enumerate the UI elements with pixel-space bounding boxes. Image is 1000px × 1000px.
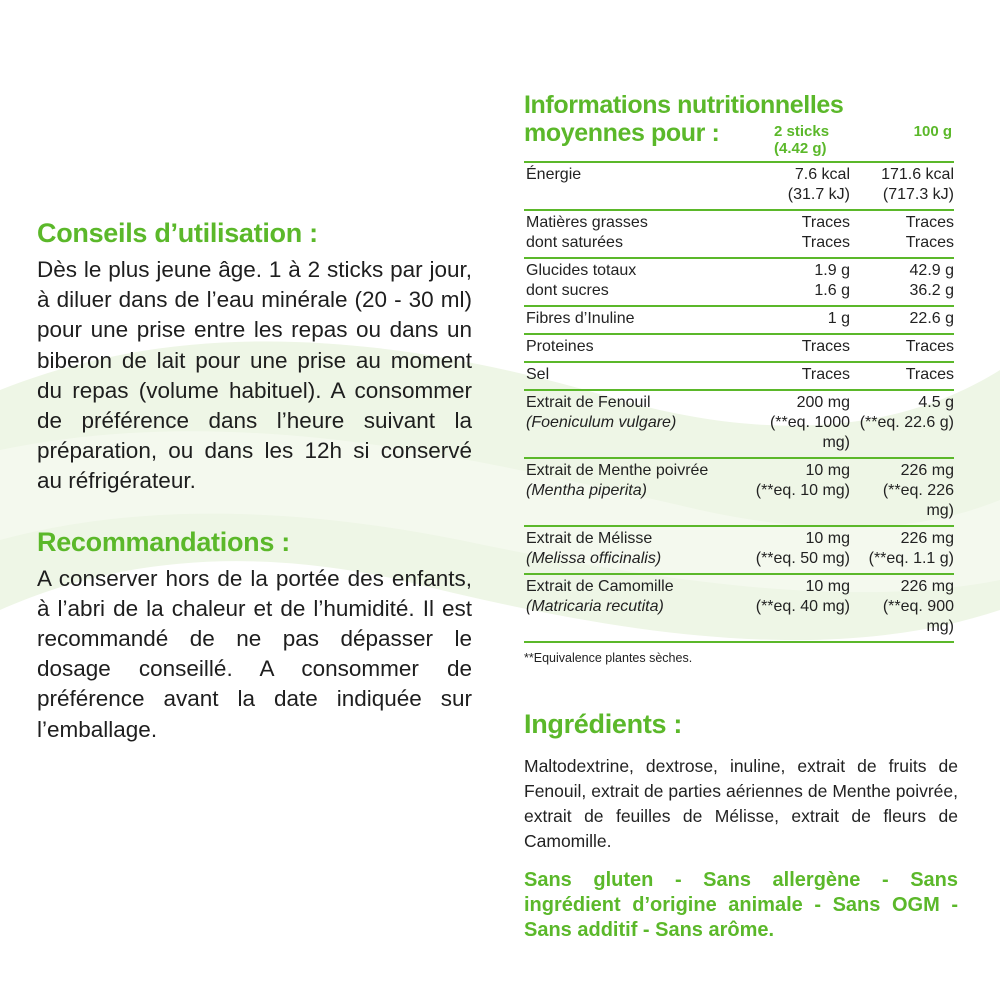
nutrition-subtitle: moyennes pour : (524, 119, 720, 147)
value-per-100g-line1: 22.6 g (909, 310, 954, 327)
ingredients-claims: Sans gluten - Sans allergène - Sans ingrédient d’origine animale - Sans OGM - Sans additif - Sans arôme. (524, 869, 958, 941)
left-column (37, 218, 472, 745)
nutrient-name-line2: (Mentha piperita) (526, 482, 647, 499)
table-row (524, 334, 954, 362)
nutrient-name-line1: Glucides totaux (526, 262, 637, 279)
nutrient-name-line2: dont sucres (526, 282, 609, 299)
ingredients-text: Maltodextrine, dextrose, inuline, extrait de fruits de Fenouil, extrait de parties aériennes de Menthe poivrée, extrait de feuilles de Mélisse, extrait de fleurs de Camomille. (524, 756, 958, 851)
nutrient-name-line2: (Melissa officinalis) (526, 550, 662, 567)
value-per-100g-line2: (**eq. 226 mg) (882, 482, 954, 519)
value-per-2-sticks-line1: Traces (801, 366, 850, 383)
value-per-100g-line1: 4.5 g (918, 394, 954, 411)
table-row (524, 458, 954, 526)
value-per-2-sticks-line2: (**eq. 40 mg) (755, 598, 850, 615)
table-row (524, 258, 954, 306)
table-row (524, 210, 954, 258)
nutrient-name-line2: dont saturées (526, 234, 623, 251)
value-per-100g-line1: Traces (905, 366, 954, 383)
nutrient-name-line1: Extrait de Menthe poivrée (526, 462, 709, 479)
value-per-100g (854, 526, 954, 574)
value-per-2-sticks (755, 306, 854, 334)
value-per-100g (854, 458, 954, 526)
nutrient-name (524, 526, 755, 574)
value-per-100g-line2: (**eq. 900 mg) (882, 598, 954, 635)
value-per-100g-line1: 226 mg (900, 462, 954, 479)
value-per-100g (854, 306, 954, 334)
nutrient-name-line1: Sel (526, 366, 550, 383)
value-per-100g-line2: (717.3 kJ) (882, 186, 954, 203)
value-per-100g (854, 334, 954, 362)
nutrition-table (524, 161, 954, 643)
value-per-2-sticks-line1: 1 g (827, 310, 850, 327)
value-per-2-sticks (755, 258, 854, 306)
table-row (524, 390, 954, 458)
table-row (524, 574, 954, 642)
value-per-2-sticks-line1: 10 mg (805, 462, 850, 479)
value-per-100g-line2: Traces (905, 234, 954, 251)
right-column (524, 92, 958, 943)
value-per-100g (854, 362, 954, 390)
value-per-100g-line1: 226 mg (900, 578, 954, 595)
value-per-2-sticks (755, 210, 854, 258)
value-per-2-sticks-line1: Traces (801, 338, 850, 355)
value-per-2-sticks (755, 162, 854, 210)
table-row (524, 362, 954, 390)
value-per-2-sticks (755, 458, 854, 526)
value-per-2-sticks-line1: 1.9 g (814, 262, 850, 279)
nutrient-name (524, 258, 755, 306)
col1-header-sub: (4.42 g) (774, 140, 827, 157)
nutrition-header (524, 119, 958, 161)
value-per-100g-line2: (**eq. 22.6 g) (859, 414, 954, 431)
nutrient-name (524, 334, 755, 362)
value-per-100g (854, 258, 954, 306)
nutrient-name (524, 574, 755, 642)
nutrient-name (524, 210, 755, 258)
value-per-2-sticks-line2: (**eq. 1000 mg) (769, 414, 850, 451)
value-per-2-sticks-line2: (31.7 kJ) (787, 186, 850, 203)
ingredients-title: Ingrédients : (524, 709, 683, 739)
value-per-2-sticks (755, 334, 854, 362)
recommendations-title: Recommandations : (37, 526, 290, 557)
nutrient-name (524, 458, 755, 526)
col2-header: 100 g (913, 123, 952, 140)
value-per-2-sticks-line1: 200 mg (796, 394, 850, 411)
col1-header (774, 123, 870, 157)
nutrient-name-line2: (Foeniculum vulgare) (526, 414, 677, 431)
value-per-100g-line1: 171.6 kcal (881, 166, 954, 183)
value-per-2-sticks (755, 526, 854, 574)
value-per-2-sticks-line2: 1.6 g (814, 282, 850, 299)
value-per-2-sticks-line2: Traces (801, 234, 850, 251)
nutrient-name-line1: Fibres d’Inuline (526, 310, 635, 327)
value-per-2-sticks-line2: (**eq. 10 mg) (755, 482, 850, 499)
recommendations-text: A conserver hors de la portée des enfants, à l’abri de la chaleur et de l’humidité. Il est recommandé de ne pas dépasser le dosage conseillé. A consommer de préférence avant la date indiquée sur l’emballage. (37, 565, 472, 742)
table-row (524, 526, 954, 574)
nutrient-name-line1: Matières grasses (526, 214, 648, 231)
nutrient-name-line1: Proteines (526, 338, 594, 355)
value-per-2-sticks (755, 390, 854, 458)
nutrient-name (524, 362, 755, 390)
value-per-100g-line1: Traces (905, 214, 954, 231)
value-per-100g-line2: 36.2 g (909, 282, 954, 299)
value-per-100g (854, 574, 954, 642)
nutrient-name (524, 162, 755, 210)
nutrition-footnote: **Equivalence plantes sèches. (524, 651, 693, 665)
value-per-2-sticks-line1: 10 mg (805, 578, 850, 595)
nutrient-name-line1: Extrait de Fenouil (526, 394, 651, 411)
value-per-2-sticks-line1: 7.6 kcal (794, 166, 850, 183)
nutrient-name-line1: Extrait de Camomille (526, 578, 674, 595)
nutrient-name-line2: (Matricaria recutita) (526, 598, 664, 615)
value-per-2-sticks-line1: Traces (801, 214, 850, 231)
value-per-2-sticks (755, 574, 854, 642)
value-per-100g-line1: Traces (905, 338, 954, 355)
usage-title: Conseils d’utilisation : (37, 218, 318, 248)
table-row (524, 306, 954, 334)
value-per-100g (854, 162, 954, 210)
usage-text: Dès le plus jeune âge. 1 à 2 sticks par jour, à diluer dans de l’eau minérale (20 - 30 ml) pour une prise entre les repas ou dans un biberon de lait pour une prise au moment du repas (volume habituel). A consommer de préférence dans l’heure suivant la préparation, ou dans les 12h si conservé au réfrigérateur. (37, 257, 472, 494)
nutrient-name-line1: Énergie (526, 166, 582, 183)
value-per-2-sticks-line2: (**eq. 50 mg) (755, 550, 850, 567)
value-per-100g-line1: 226 mg (900, 530, 954, 547)
table-row (524, 162, 954, 210)
value-per-100g (854, 390, 954, 458)
nutrition-title: Informations nutritionnelles (524, 91, 844, 119)
value-per-100g-line2: (**eq. 1.1 g) (868, 550, 954, 567)
value-per-2-sticks-line1: 10 mg (805, 530, 850, 547)
value-per-2-sticks (755, 362, 854, 390)
col1-header-label: 2 sticks (774, 123, 830, 140)
value-per-100g (854, 210, 954, 258)
nutrient-name (524, 306, 755, 334)
nutrient-name (524, 390, 755, 458)
value-per-100g-line1: 42.9 g (909, 262, 954, 279)
nutrient-name-line1: Extrait de Mélisse (526, 530, 653, 547)
